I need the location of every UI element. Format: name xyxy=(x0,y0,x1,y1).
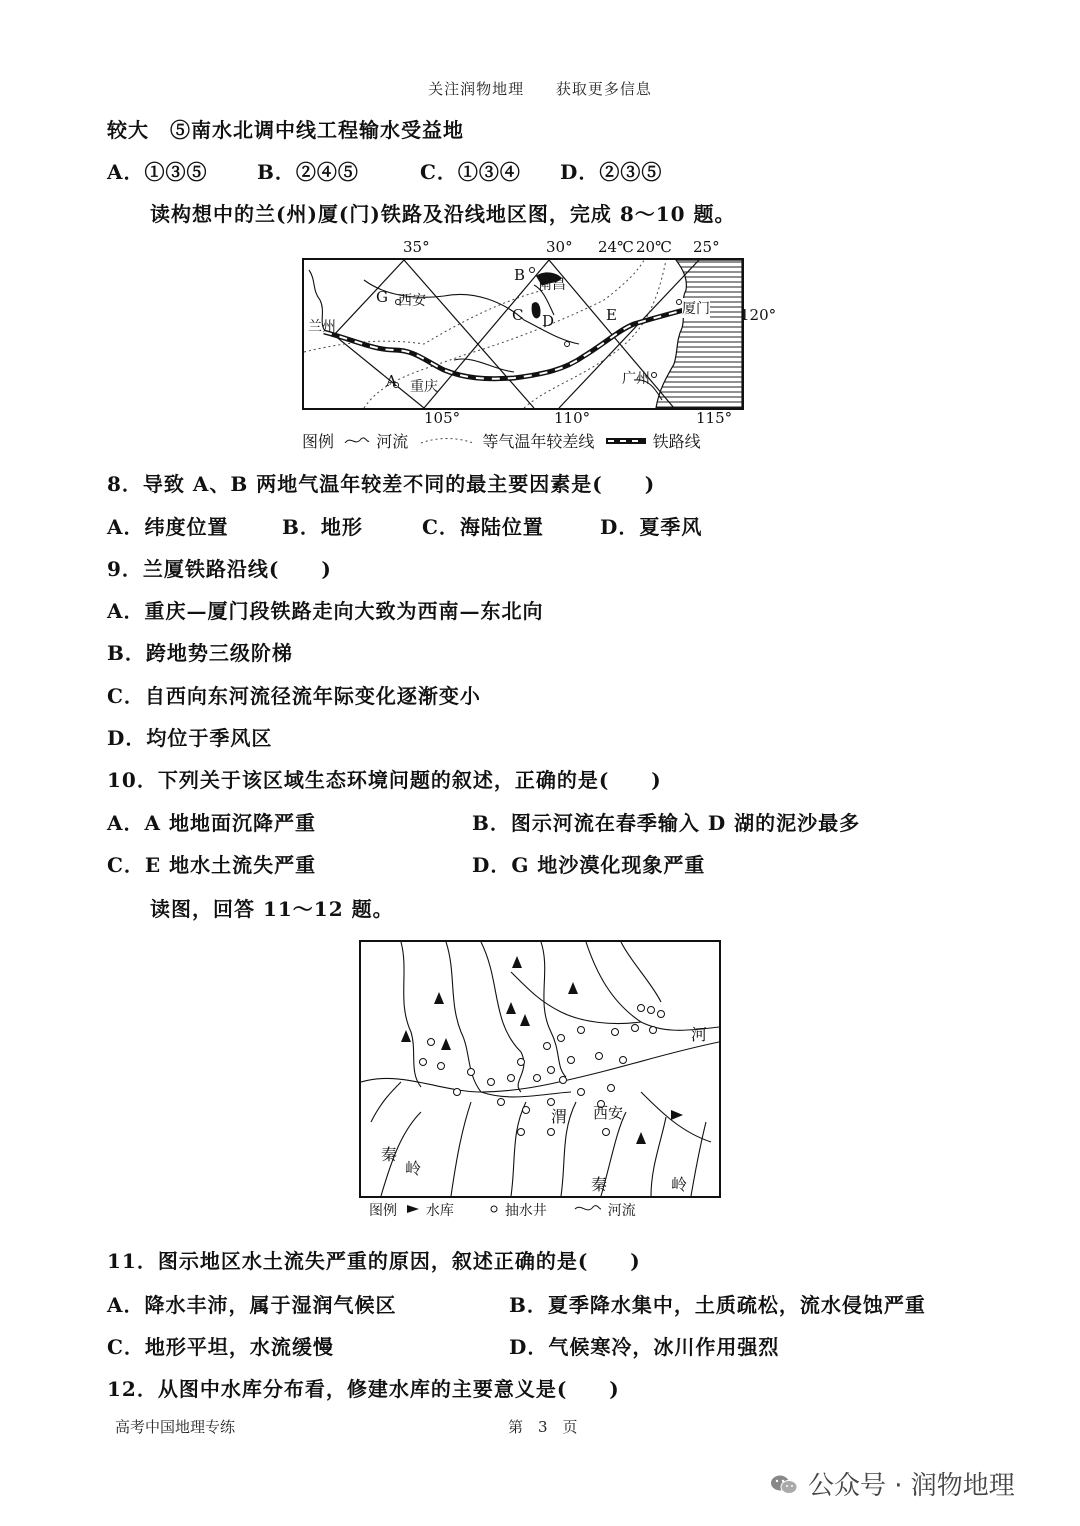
option-b: B．②④⑤ xyxy=(257,160,359,184)
map1-frame xyxy=(302,258,744,410)
lon-110-label: 110° xyxy=(554,409,591,427)
lat-30-label: 30° xyxy=(546,238,573,256)
label-g: G xyxy=(376,288,388,306)
label-qin-west: 秦 xyxy=(381,1145,398,1164)
option-a: A．①③⑤ xyxy=(107,160,208,184)
map2-frame xyxy=(359,940,721,1198)
label-wei: 渭 xyxy=(551,1107,568,1126)
option-c: C．海陆位置 xyxy=(422,515,544,539)
isoline-20-label: 20℃ xyxy=(636,238,672,256)
lon-105-label: 105° xyxy=(424,409,461,427)
q11-option-d: D．气候寒冷，冰川作用强烈 xyxy=(509,1335,780,1359)
label-b: B xyxy=(514,266,526,284)
legend-reservoir: 水库 xyxy=(425,1203,454,1219)
map-weihe-region xyxy=(359,940,721,1224)
q9-option-a: A．重庆—厦门段铁路走向大致为西南—东北向 xyxy=(107,599,544,623)
q10-option-c: C．E 地水土流失严重 xyxy=(107,853,317,877)
continued-option-text: 较大 ⑤南水北调中线工程输水受益地 xyxy=(107,118,464,142)
q11-row2 xyxy=(107,1331,780,1360)
label-lanzhou: 兰州 xyxy=(308,319,336,335)
label-xiamen: 厦门 xyxy=(682,298,710,318)
question-9: 9．兰厦铁路沿线( ) xyxy=(107,557,332,581)
isoline-24-label: 24℃ xyxy=(598,238,634,256)
q9-option-c: C．自西向东河流径流年际变化逐渐变小 xyxy=(107,684,481,708)
q8-options xyxy=(107,511,702,540)
legend-well: 抽水井 xyxy=(504,1203,547,1219)
label-nanchang: 南昌 xyxy=(538,277,566,293)
lon-120-label: 120° xyxy=(740,306,777,324)
q10-row1 xyxy=(107,807,861,836)
label-ling-west: 岭 xyxy=(405,1159,422,1178)
question-10: 10．下列关于该区域生态环境问题的叙述，正确的是( ) xyxy=(107,768,662,792)
q9-option-b: B．跨地势三级阶梯 xyxy=(107,641,293,665)
page-header xyxy=(0,78,1080,99)
q11-option-b: B．夏季降水集中，土质疏松，流水侵蚀严重 xyxy=(509,1293,926,1317)
map-lanxia-railway xyxy=(300,236,777,454)
q11-row1 xyxy=(107,1289,926,1318)
legend-river: 河流 xyxy=(376,432,409,451)
label-guangzhou: 广州 xyxy=(622,371,650,387)
sea-area xyxy=(656,260,742,408)
label-c: C xyxy=(512,306,524,324)
q10-option-b: B．图示河流在春季输入 D 湖的泥沙最多 xyxy=(472,811,861,835)
label-qin-east: 秦 xyxy=(591,1175,608,1194)
option-d: D．夏季风 xyxy=(600,515,703,539)
label-xian: 西安 xyxy=(593,1104,624,1122)
legend-title: 图例 xyxy=(302,432,335,451)
reservoir-legend-icon xyxy=(405,1203,421,1215)
q10-row2 xyxy=(107,849,706,878)
lon-115-label: 115° xyxy=(696,409,733,427)
q7-options xyxy=(107,156,662,185)
option-a: A．纬度位置 xyxy=(107,515,229,539)
intro-map2: 读图，回答 11～12 题。 xyxy=(150,897,394,921)
option-d: D．②③⑤ xyxy=(560,160,663,184)
label-xian: 西安 xyxy=(398,293,426,309)
label-he: 河 xyxy=(691,1025,708,1044)
watermark-text: 公众号 · 润物地理 xyxy=(808,1471,1015,1501)
option-b: B．地形 xyxy=(282,515,363,539)
railway-legend-icon xyxy=(604,435,648,447)
river-legend-icon xyxy=(343,435,371,447)
legend-river: 河流 xyxy=(607,1203,636,1219)
q11-option-a: A．降水丰沛，属于湿润气候区 xyxy=(107,1293,397,1317)
legend-isoline: 等气温年较差线 xyxy=(482,432,595,451)
lat-35-label: 35° xyxy=(403,238,430,256)
question-11: 11．图示地区水土流失严重的原因，叙述正确的是( ) xyxy=(107,1249,641,1273)
footer-title: 高考中国地理专练 xyxy=(115,1418,236,1436)
lat-25-label: 25° xyxy=(693,238,720,256)
intro-map1: 读构想中的兰(州)厦(门)铁路及沿线地区图，完成 8～10 题。 xyxy=(150,202,736,226)
q11-option-c: C．地形平坦，水流缓慢 xyxy=(107,1335,334,1359)
legend-title: 图例 xyxy=(369,1203,397,1219)
header-right: 获取更多信息 xyxy=(555,80,652,98)
label-chongqing: 重庆 xyxy=(410,379,438,395)
label-e: E xyxy=(606,306,617,324)
label-a: A xyxy=(386,372,397,390)
isoline-legend-icon xyxy=(417,435,477,447)
page-number: 第 3 页 xyxy=(508,1418,578,1436)
label-d: D xyxy=(542,312,555,330)
option-c: C．①③④ xyxy=(420,160,521,184)
header-left: 关注润物地理 xyxy=(428,80,525,98)
q10-option-d: D．G 地沙漠化现象严重 xyxy=(472,853,706,877)
lake-d xyxy=(532,302,541,318)
label-ling-east: 岭 xyxy=(671,1175,688,1194)
well-legend-icon xyxy=(488,1203,500,1215)
wechat-icon xyxy=(770,1473,798,1495)
legend-railway: 铁路线 xyxy=(652,432,701,451)
map2-legend xyxy=(369,1200,640,1220)
river-legend-icon xyxy=(573,1203,603,1215)
question-8: 8．导致 A、B 两地气温年较差不同的最主要因素是( ) xyxy=(107,472,656,496)
q9-option-d: D．均位于季风区 xyxy=(107,726,273,750)
q10-option-a: A．A 地地面沉降严重 xyxy=(107,811,316,835)
wechat-watermark xyxy=(770,1465,1015,1502)
question-12: 12．从图中水库分布看，修建水库的主要意义是( ) xyxy=(107,1377,620,1401)
map1-legend xyxy=(302,429,705,452)
